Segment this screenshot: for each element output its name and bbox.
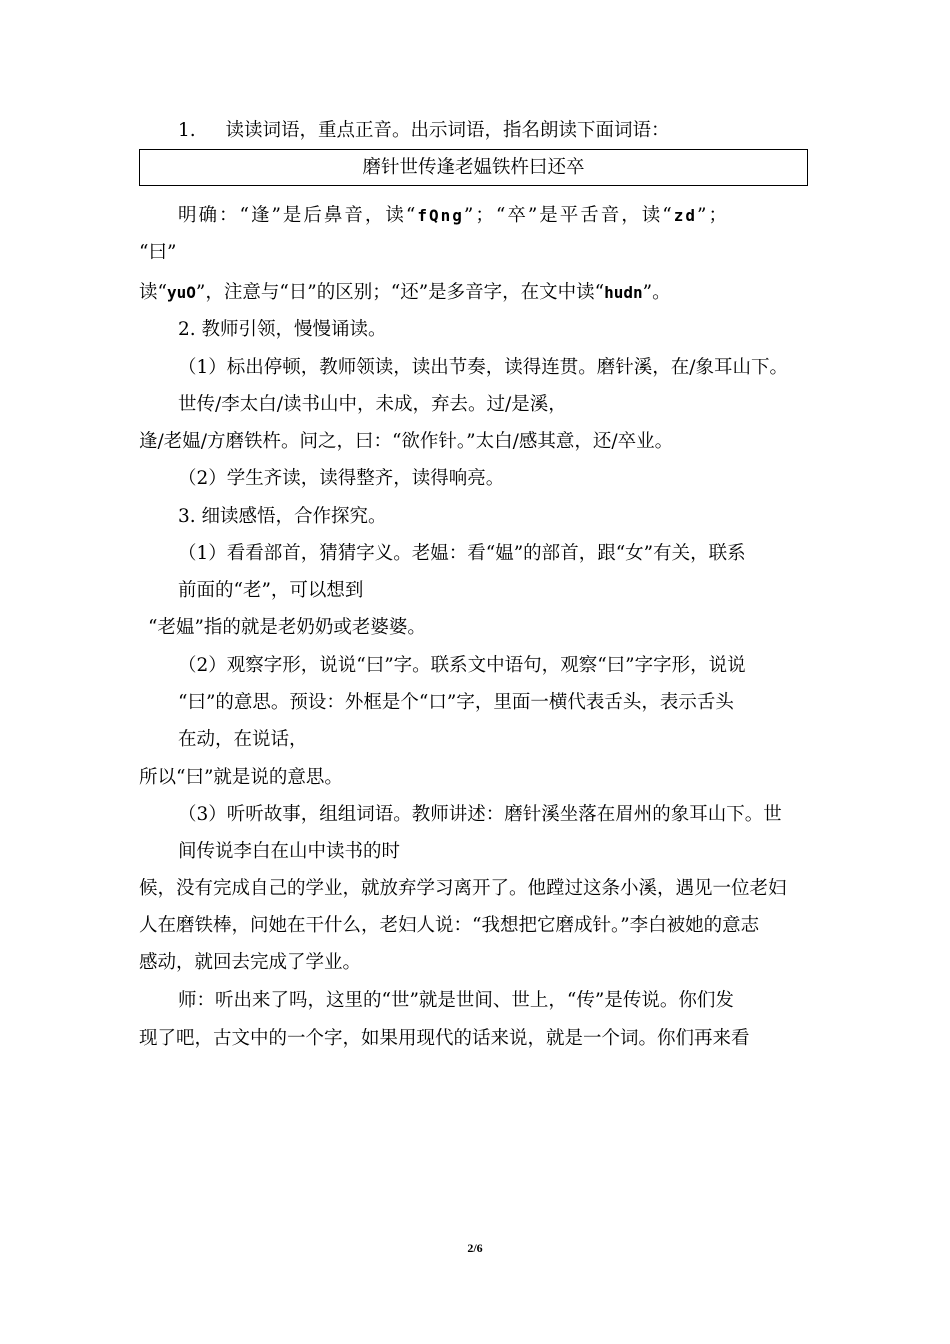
step-3-1-line-3: “老媪”指的就是老奶奶或老婆婆。 [148, 617, 426, 638]
pron-text-1: 明确：“逢”是后鼻音，读“ [178, 205, 418, 226]
step-3-2-line-2: “曰”的意思。预设：外框是个“口”字，里面一横代表舌头，表示舌头 [178, 692, 734, 713]
pron-text-5: 读“ [139, 282, 167, 303]
step-2-1-line-3: 逢/老媪/方磨铁杵。问之，曰：“欲作针。”太白/感其意，还/卒业。 [139, 431, 674, 452]
step-3-2-line-4: 所以“曰”就是说的意思。 [139, 767, 343, 788]
step-1-number: 1. [178, 120, 196, 141]
step-3-3-line-4: 人在磨铁棒，问她在干什么，老妇人说：“我想把它磨成针。”李白被她的意志 [139, 915, 760, 936]
step-3-2-line-1: （2）观察字形，说说“曰”字。联系文中语句，观察“曰”字字形，说说 [178, 655, 746, 676]
step-3-3-line-1: （3）听听故事，组组词语。教师讲述：磨针溪坐落在眉州的象耳山下。世 [178, 804, 782, 825]
step-3-3-line-3: 候，没有完成自己的学业，就放弃学习离开了。他蹚过这条小溪，遇见一位老妇 [139, 878, 787, 899]
step-3-3-line-2: 间传说李白在山中读书的时 [178, 841, 401, 862]
teacher-line-2: 现了吧，古文中的一个字，如果用现代的话来说，就是一个词。你们再来看 [139, 1028, 750, 1049]
page-number: 2/6 [467, 1241, 483, 1255]
step-3-1-line-1: （1）看看部首，猜猜字义。老媪：看“媪”的部首，跟“女”有关，联系 [178, 543, 746, 564]
teacher-line-1: 师：听出来了吗，这里的“世”就是世间、世上，“传”是传说。你们发 [178, 990, 734, 1011]
step-2-1-line-1: （1）标出停顿，教师领读，读出节奏，读得连贯。磨针溪，在/象耳山下。 [178, 357, 789, 378]
pinyin-zu: zd [673, 206, 698, 225]
step-2-1-line-2: 世传/李太白/读书山中，未成，弃去。过/是溪， [178, 394, 567, 415]
step-3-1-line-2: 前面的“老”，可以想到 [178, 580, 364, 601]
word-box-text: 磨针世传逢老媪铁杵曰还卒 [362, 157, 585, 178]
pron-text-3: ”； [697, 205, 729, 226]
step-1-text: 读读词语，重点正音。出示词语，指名朗读下面词语： [225, 120, 670, 141]
pinyin-feng: fQng [417, 206, 464, 225]
step-2-heading: 2. 教师引领，慢慢诵读。 [178, 319, 387, 340]
step-1-line [178, 119, 669, 143]
step-3-3-line-5: 感动，就回去完成了学业。 [139, 952, 362, 973]
step-3-2-line-3: 在动，在说话， [178, 729, 308, 750]
step-3-heading: 3. 细读感悟，合作探究。 [178, 506, 387, 527]
pinyin-yue: yuO [166, 283, 196, 302]
pron-text-6: ”，注意与“日”的区别；“还”是多音字，在文中读“ [195, 282, 605, 303]
pronunciation-line-3 [139, 281, 671, 305]
pron-text-2: ”；“卒”是平舌音，读“ [463, 205, 674, 226]
pinyin-huan: hudn [604, 283, 643, 302]
pronunciation-line-1 [178, 204, 729, 228]
pron-text-7: ”。 [642, 282, 671, 303]
word-box [139, 149, 808, 186]
pron-text-4: “曰” [139, 242, 177, 263]
step-2-2-line: （2）学生齐读，读得整齐，读得响亮。 [178, 468, 505, 489]
pronunciation-line-2 [139, 241, 176, 265]
